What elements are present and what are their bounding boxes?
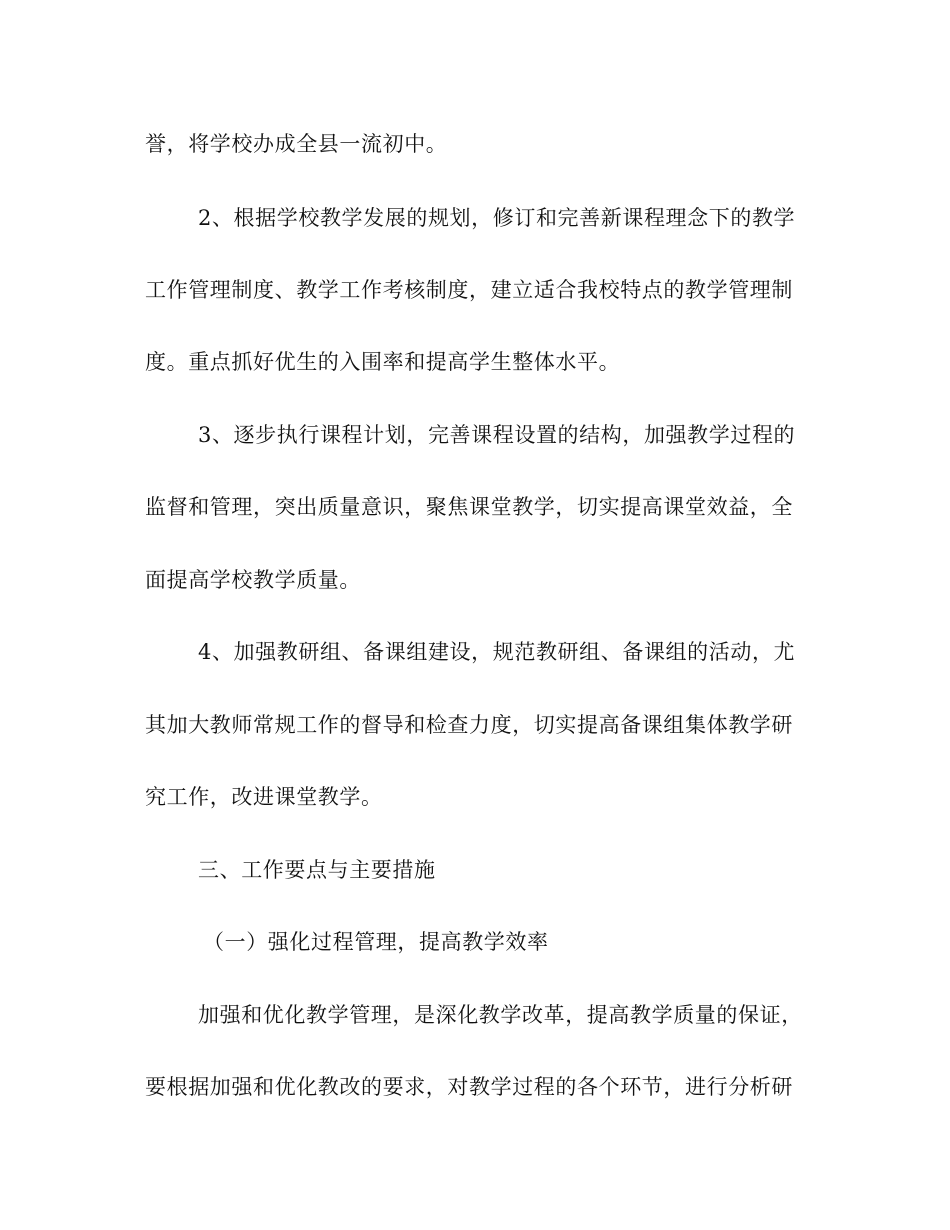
paragraph-line: 4、加强教研组、备课组建设，规范教研组、备课组的活动，尤: [198, 640, 796, 664]
paragraph-line: 监督和管理，突出质量意识，聚焦课堂教学，切实提高课堂效益，全: [145, 495, 793, 519]
paragraph-line: 誉，将学校办成全县一流初中。: [145, 132, 448, 156]
paragraph-line: 究工作，改进课堂教学。: [145, 785, 383, 809]
paragraph-line: 工作管理制度、教学工作考核制度，建立适合我校特点的教学管理制: [145, 278, 793, 302]
paragraph-line: 面提高学校教学质量。: [145, 568, 361, 592]
paragraph-line: 2、根据学校教学发展的规划，修订和完善新课程理念下的教学: [198, 206, 796, 230]
paragraph-line: 要根据加强和优化教改的要求，对教学过程的各个环节，进行分析研: [145, 1075, 793, 1099]
section-heading: 三、工作要点与主要措施: [198, 858, 436, 882]
subsection-heading: （一）强化过程管理，提高教学效率: [203, 930, 549, 954]
paragraph-line: 加强和优化教学管理，是深化教学改革，提高教学质量的保证，: [198, 1003, 803, 1027]
paragraph-line: 度。重点抓好优生的入围率和提高学生整体水平。: [145, 350, 621, 374]
paragraph-line: 3、逐步执行课程计划，完善课程设置的结构，加强教学过程的: [198, 423, 796, 447]
paragraph-line: 其加大教师常规工作的督导和检查力度，切实提高备课组集体教学研: [145, 713, 793, 737]
